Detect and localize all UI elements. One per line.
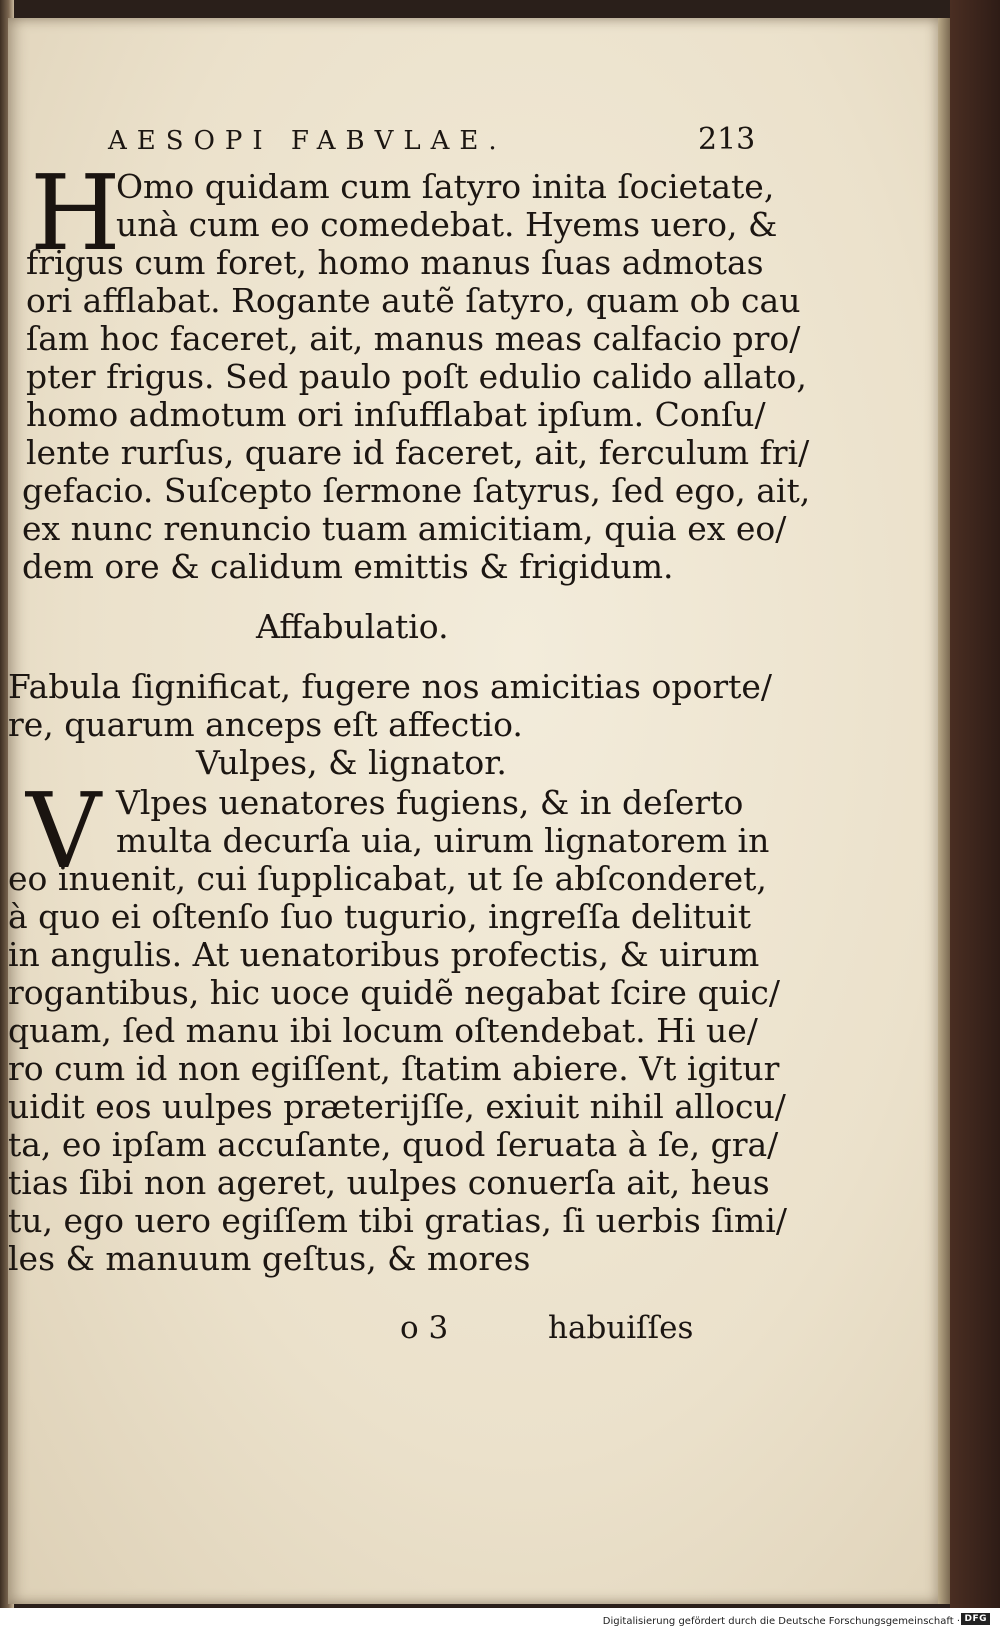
dfg-logo: DFG bbox=[961, 1613, 990, 1625]
fable1-line: lente rurſus, quare id faceret, ait, ferculum fri/ bbox=[26, 433, 810, 472]
fable2-line: Vlpes uenatores fugiens, & in deſerto bbox=[116, 783, 744, 822]
catchword: habuiſſes bbox=[548, 1310, 694, 1346]
fable2-line: tu, ego uero egiſſem tibi gratias, ſi uerbis ſimi/ bbox=[8, 1201, 787, 1240]
fable2-line: eo inuenit, cui ſupplicabat, ut ſe abſconderet, bbox=[8, 859, 767, 898]
fable1-line: unà cum eo comedebat. Hyems uero, & bbox=[116, 205, 778, 244]
fable2-line: ta, eo ipſam accuſante, quod ſeruata à ſe, gra/ bbox=[8, 1125, 779, 1164]
fable1-line: ex nunc renuncio tuam amicitiam, quia ex eo/ bbox=[22, 509, 787, 548]
fable2-line: ro cum id non egiſſent, ſtatim abiere. Vt igitur bbox=[8, 1049, 780, 1088]
fable1-line: ori afflabat. Rogante autẽ ſatyro, quam ob cau bbox=[26, 281, 801, 320]
moral-line: re, quarum anceps eſt affectio. bbox=[8, 705, 523, 744]
credit-text: Digitalisierung gefördert durch die Deutsche Forschungsgemeinschaft · bbox=[602, 1616, 960, 1627]
fable1-line: ſam hoc faceret, ait, manus meas calfacio pro/ bbox=[26, 319, 801, 358]
fable1-line: Omo quidam cum ſatyro inita ſocietate, bbox=[116, 167, 775, 206]
moral-line: Fabula ſignificat, fugere nos amicitias oporte/ bbox=[8, 667, 773, 706]
fable2-line: les & manuum geſtus, & mores bbox=[8, 1239, 531, 1278]
drop-cap-v: V bbox=[26, 770, 102, 892]
running-title: AESOPI FABVLAE. bbox=[108, 126, 507, 156]
fable2-line: tias ſibi non ageret, uulpes conuerſa ait, heus bbox=[8, 1163, 770, 1202]
page-text bbox=[8, 18, 940, 1604]
fable2-title: Vulpes, & lignator. bbox=[196, 743, 507, 782]
fable1-line: gefacio. Suſcepto ſermone ſatyrus, ſed ego, ait, bbox=[22, 471, 811, 510]
fable2-line: multa decurſa uia, uirum lignatorem in bbox=[116, 821, 770, 860]
fable2-line: rogantibus, hic uoce quidẽ negabat ſcire quic/ bbox=[8, 973, 780, 1012]
book-page bbox=[8, 18, 940, 1604]
fable2-line: quam, ſed manu ibi locum oſtendebat. Hi ue/ bbox=[8, 1011, 758, 1050]
fable1-line: pter frigus. Sed paulo poſt edulio calido allato, bbox=[26, 357, 807, 396]
fable1-line: frigus cum foret, homo manus ſuas admotas bbox=[26, 243, 764, 282]
fable1-line: homo admotum ori inſufflabat ipſum. Conſu/ bbox=[26, 395, 766, 434]
page-number: 213 bbox=[698, 122, 756, 157]
page-edge bbox=[938, 18, 950, 1604]
drop-cap-h: H bbox=[30, 152, 121, 274]
signature-mark: o 3 bbox=[400, 1310, 449, 1346]
fable1-line: dem ore & calidum emittis & frigidum. bbox=[22, 547, 674, 586]
background-right bbox=[950, 0, 1000, 1608]
moral-heading: Affabulatio. bbox=[256, 607, 449, 646]
fable2-line: in angulis. At uenatoribus profectis, & uirum bbox=[8, 935, 760, 974]
fable2-line: uidit eos uulpes præterijſſe, exiuit nihil allocu/ bbox=[8, 1087, 786, 1126]
fable2-line: à quo ei oſtenſo ſuo tugurio, ingreſſa delituit bbox=[8, 897, 751, 936]
